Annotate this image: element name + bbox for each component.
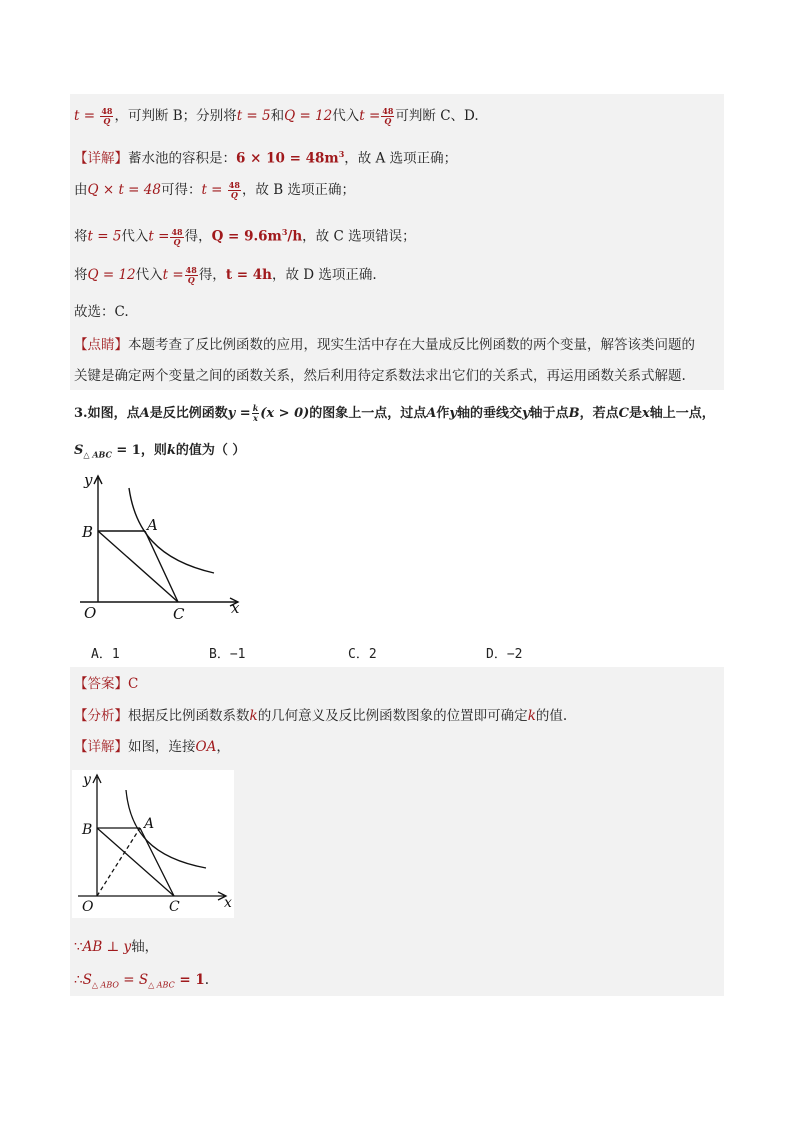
question-figure bbox=[72, 470, 252, 630]
analysis-tag: 【分析】 bbox=[74, 708, 128, 724]
fraction-48-over-q: $\frac{48}{Q}$ bbox=[101, 106, 113, 126]
label-x-2: x bbox=[224, 895, 232, 911]
detail-tag-2: 【详解】 bbox=[74, 739, 128, 755]
label-y: y bbox=[84, 471, 93, 489]
question-3-line1: 3.如图，点A是反比例函数y = $\frac{k}{x}$ (x > 0)的图象上一点，过点A作y轴的垂线交y轴于点B，若点C是x轴上一点， bbox=[74, 403, 715, 423]
block1-line3: 由Q × t = 48可得：t = $\frac{48}{Q}$ ，故 B 选项正确； bbox=[74, 180, 355, 200]
label-O-2: O bbox=[82, 899, 94, 915]
block1-line1: t = $\frac{48}{Q}$ ，可判断 B；分别将t = 5和Q = 12代入t = $\frac{48}{Q}$ 可判断 C、D. bbox=[74, 106, 479, 126]
answer-line1: 【答案】C bbox=[74, 676, 139, 692]
block1-line4: 将t = 5代入t = $\frac{48}{Q}$ 得，$Q = 9.6m^3/h$，故 C 选项错误； bbox=[74, 226, 416, 247]
block1-line8: 关键是确定两个变量之间的函数关系，然后利用待定系数法求出它们的关系式，再运用函数关系式解题. bbox=[74, 368, 686, 384]
answer-tag: 【答案】 bbox=[74, 676, 128, 692]
comment-tag: 【点睛】 bbox=[74, 337, 128, 353]
segment-BC bbox=[98, 531, 178, 602]
label-O: O bbox=[84, 604, 97, 622]
label-B: B bbox=[82, 523, 94, 541]
detail-tag: 【详解】 bbox=[74, 150, 128, 167]
option-b[interactable]: B．−1 bbox=[209, 647, 246, 662]
answer-line4: ∵AB ⊥ y轴， bbox=[74, 939, 159, 955]
label-A-2: A bbox=[144, 816, 155, 832]
option-a[interactable]: A．1 bbox=[91, 647, 120, 662]
label-C-2: C bbox=[169, 899, 180, 915]
segment-OA-dashed bbox=[97, 828, 140, 896]
block1-line5: 将Q = 12代入t = $\frac{48}{Q}$ 得，t = 4h，故 D 选项正确. bbox=[74, 265, 377, 285]
answer-line3: 【详解】如图，连接OA， bbox=[74, 739, 230, 755]
segment-AC-2 bbox=[140, 828, 174, 896]
answer-line5: $\therefore S_{\triangle ABO} = S_{\triangle ABC} = 1$. bbox=[74, 972, 210, 990]
option-d[interactable]: D．−2 bbox=[486, 647, 523, 662]
label-y-2: y bbox=[83, 772, 91, 788]
segment-AC bbox=[145, 531, 178, 602]
label-C: C bbox=[173, 605, 185, 623]
label-x: x bbox=[231, 599, 240, 617]
t-expr: t = bbox=[74, 108, 96, 124]
option-c[interactable]: C．2 bbox=[348, 647, 377, 662]
answer-figure bbox=[72, 770, 234, 918]
block1-line7: 【点睛】本题考查了反比例函数的应用，现实生活中存在大量成反比例函数的两个变量，解答该类问题的 bbox=[74, 337, 695, 353]
question-3-line2: $S_{\triangle ABC} = 1$，则k的值为（ ） bbox=[74, 443, 246, 460]
label-B-2: B bbox=[82, 822, 93, 838]
answer-line2: 【分析】根据反比例函数系数k的几何意义及反比例函数图象的位置即可确定k的值. bbox=[74, 708, 568, 724]
segment-BC-2 bbox=[97, 828, 174, 896]
block1-line2: 【详解】蓄水池的容积是：$6 \times 10 = 48m^3$，故 A 选项正确； bbox=[74, 149, 458, 167]
hyperbola-2 bbox=[126, 790, 206, 868]
block1-line6: 故选：C. bbox=[74, 304, 129, 320]
label-A: A bbox=[147, 516, 158, 534]
